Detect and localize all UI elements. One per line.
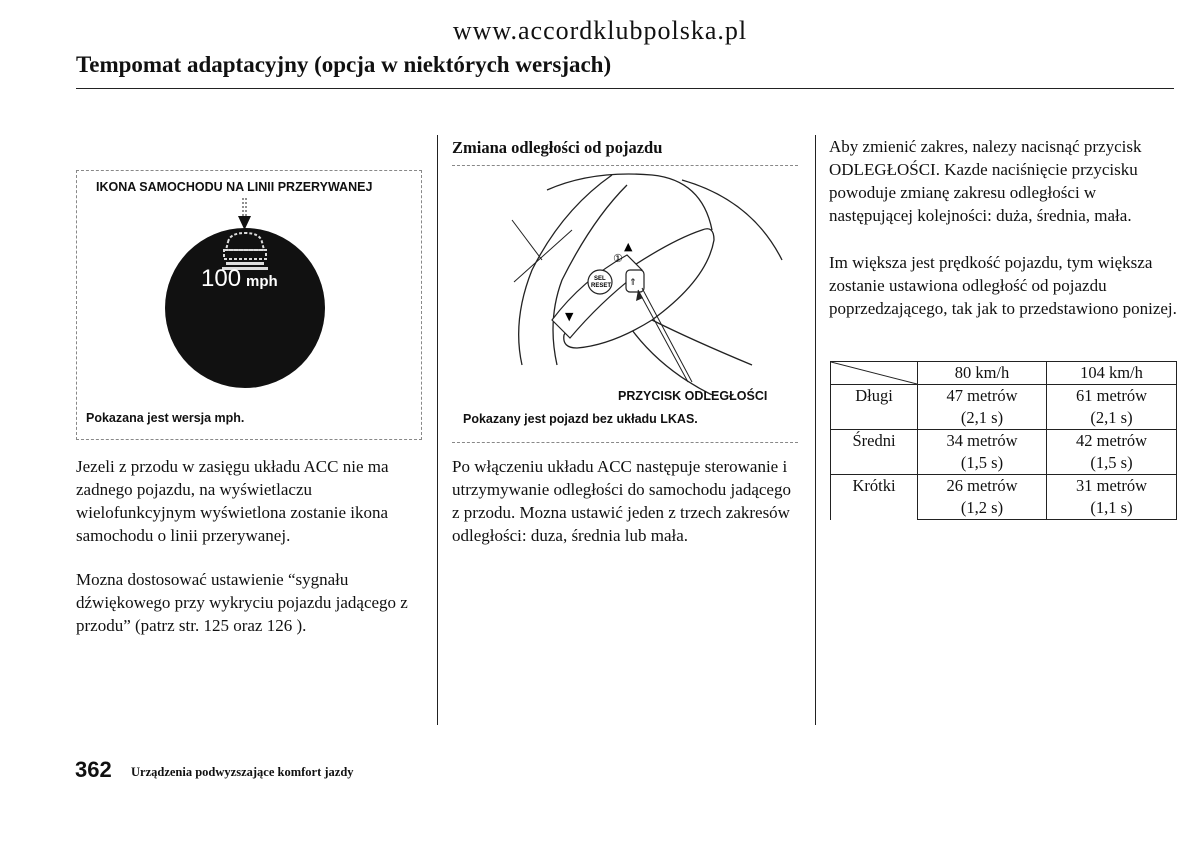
acc-display-illustration — [160, 196, 330, 411]
col2-paragraph: Po włączeniu układu ACC następuje sterowanie i utrzymywanie odległości do samochodu jadącego z przodu. Mozna ustawić jeden z trzech zakresów odległości: duza, średnia lub mała. — [452, 457, 791, 545]
table-cell: (2,1 s) — [918, 407, 1047, 430]
sel-reset-label-2: RESET — [591, 283, 612, 289]
figure-acc-caption: Pokazana jest wersja mph. — [86, 411, 245, 425]
table-row — [831, 475, 1177, 498]
table-cell: (2,1 s) — [1047, 407, 1177, 430]
figure-acc-caption-top: IKONA SAMOCHODU NA LINII PRZERYWANEJ — [96, 180, 373, 194]
distance-button-label: PRZYCISK ODLEGŁOŚCI — [618, 389, 768, 403]
site-url: www.accordklubpolska.pl — [452, 16, 748, 45]
acc-icon: ① — [613, 252, 623, 265]
table-cell: (1,5 s) — [918, 452, 1047, 475]
sel-reset-label-1: SEL — [594, 276, 606, 282]
footer-section: Urządzenia podwyzszające komfort jazdy — [131, 765, 354, 779]
column-divider-1 — [437, 135, 438, 725]
table-cell: 47 metrów — [918, 385, 1047, 408]
table-corner-cell — [831, 362, 918, 385]
table-row-label: Długi — [831, 385, 918, 430]
table-row-label: Średni — [831, 430, 918, 475]
table-cell: 34 metrów — [918, 430, 1047, 453]
table-row — [831, 385, 1177, 408]
table-cell: 31 metrów — [1047, 475, 1177, 498]
title-rule — [76, 88, 1174, 89]
table-header-104: 104 km/h — [1047, 362, 1177, 385]
col1-paragraph-1: Jezeli z przodu w zasięgu układu ACC nie ma zadnego pojazdu, na wyświetlaczu wielofunkcyjnym wyświetlona zostanie ikona samochodu o linii przerywanej. — [76, 457, 389, 545]
table-cell: 26 metrów — [918, 475, 1047, 498]
display-circle — [165, 228, 325, 388]
page-title: Tempomat adaptacyjny (opcja w niektórych wersjach) — [76, 52, 612, 77]
col3-paragraph-2: Im większa jest prędkość pojazdu, tym większa zostanie ustawiona odległość od pojazdu poprzedzającego, tak jak to przedstawiono ponizej. — [829, 253, 1177, 318]
sel-reset-button — [588, 270, 612, 294]
column-divider-2 — [815, 135, 816, 725]
steering-wheel-illustration — [452, 170, 798, 395]
table-header-80: 80 km/h — [918, 362, 1047, 385]
table-cell: 42 metrów — [1047, 430, 1177, 453]
svg-text:▼: ▼ — [565, 310, 574, 323]
distance-table — [830, 361, 1177, 520]
col2-heading: Zmiana odległości od pojazdu — [452, 138, 663, 157]
table-cell: (1,2 s) — [918, 497, 1047, 520]
speed-readout: 100 — [201, 265, 242, 292]
col1-paragraph-2: Mozna dostosować ustawienie “sygnału dźwiękowego przy wykryciu pojazdu jadącego z przodu” (patrz str. 125 oraz 126 ). — [76, 570, 408, 635]
table-cell: 61 metrów — [1047, 385, 1177, 408]
table-header-row — [831, 362, 1177, 385]
distance-icon: ⇑ — [629, 278, 637, 288]
page-number: 362 — [75, 757, 112, 782]
svg-text:▲: ▲ — [624, 240, 633, 253]
table-cell: (1,1 s) — [1047, 497, 1177, 520]
col3-paragraph-1: Aby zmienić zakres, nalezy nacisnąć przycisk ODLEGŁOŚCI. Kazde naciśnięcie przycisku powoduje zmianę zakresu odległości w następującej kolejności: duża, średnia, mała. — [829, 137, 1142, 225]
table-cell: (1,5 s) — [1047, 452, 1177, 475]
speed-unit: mph — [246, 273, 278, 290]
table-row — [831, 430, 1177, 453]
figure-distance-caption: Pokazany jest pojazd bez układu LKAS. — [463, 412, 698, 426]
table-row-label: Krótki — [831, 475, 918, 520]
